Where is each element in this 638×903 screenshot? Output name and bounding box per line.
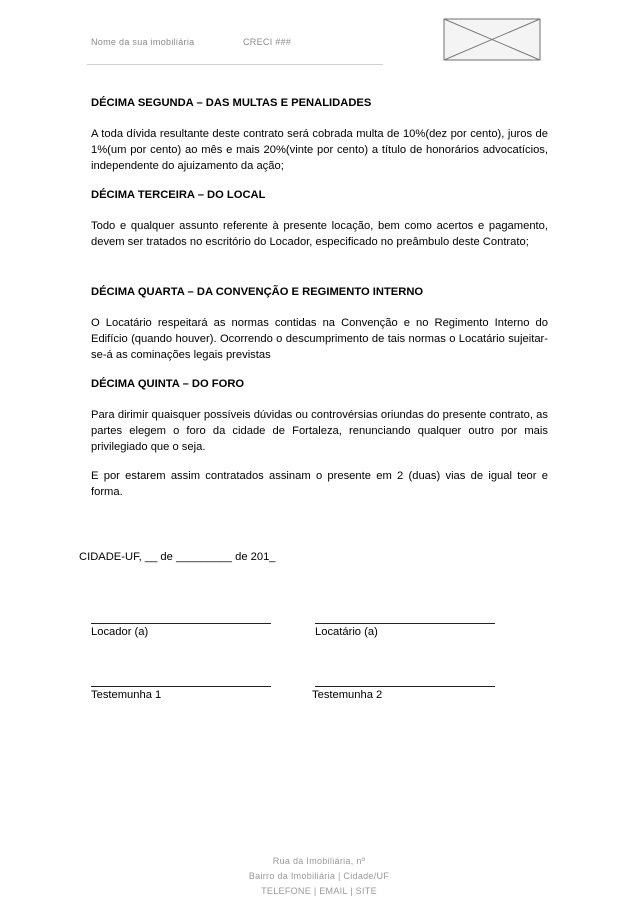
footer-address <box>0 854 638 899</box>
clause-body-14: O Locatário respeitará as normas contidas na Convenção e no Regimento Interno do Edifício (quando houver). Ocorrendo o descumprimento de tais normas o Locatário sujeitar-se-á as cominações legais previstas <box>91 317 548 361</box>
header-divider <box>87 64 383 65</box>
footer-line-street: Rua da Imobiliária, nº <box>272 856 366 866</box>
signature-block-locador <box>91 612 271 638</box>
signature-block-testemunha-2 <box>312 675 495 701</box>
signature-line <box>315 675 495 687</box>
signature-label-testemunha-1: Testemunha 1 <box>91 689 162 701</box>
clause-heading-12: DÉCIMA SEGUNDA – DAS MULTAS E PENALIDADES <box>91 97 372 109</box>
clause-heading-14: DÉCIMA QUARTA – DA CONVENÇÃO E REGIMENTO INTERNO <box>91 286 424 298</box>
creci-number: CRECI ### <box>243 37 292 47</box>
signature-label-testemunha-2: Testemunha 2 <box>312 689 383 701</box>
signature-label-locador: Locador (a) <box>91 626 149 638</box>
signature-line <box>91 675 271 687</box>
clause-body-13: Todo e qualquer assunto referente à presente locação, bem como acertos e pagamento, devem ser tratados no escritório do Locador, especificado no preâmbulo deste Contrato; <box>91 220 548 248</box>
date-line: CIDADE-UF, __ de _________ de 201_ <box>79 551 276 563</box>
signature-label-locatario: Locatário (a) <box>315 626 378 638</box>
signature-block-locatario <box>315 612 495 638</box>
signature-line <box>315 612 495 624</box>
signature-block-testemunha-1 <box>91 675 271 701</box>
clause-heading-13: DÉCIMA TERCEIRA – DO LOCAL <box>91 189 266 201</box>
agency-name: Nome da sua imobiliária <box>91 37 195 47</box>
footer-line-city: Bairro da Imobiliária | Cidade/UF <box>248 871 390 881</box>
clause-heading-15: DÉCIMA QUINTA – DO FORO <box>91 378 245 390</box>
logo-placeholder-icon <box>443 18 541 61</box>
footer-line-contact: TELEFONE | EMAIL | SITE <box>261 886 377 896</box>
closing-paragraph: E por estarem assim contratados assinam o presente em 2 (duas) vias de igual teor e forma. <box>91 470 548 498</box>
clause-body-15: Para dirimir quaisquer possíveis dúvidas ou controvérsias oriundas do presente contrato, as partes elegem o foro da cidade de Fortaleza, renunciando qualquer outro por mais privilegiado que o seja. <box>91 409 548 453</box>
clause-body-12: A toda dívida resultante deste contrato será cobrada multa de 10%(dez por cento), juros de 1%(um por cento) ao mês e mais 20%(vinte por cento) a título de honorários advocatícios, independente do ajuizamento da ação; <box>91 128 548 172</box>
signature-line <box>91 612 271 624</box>
